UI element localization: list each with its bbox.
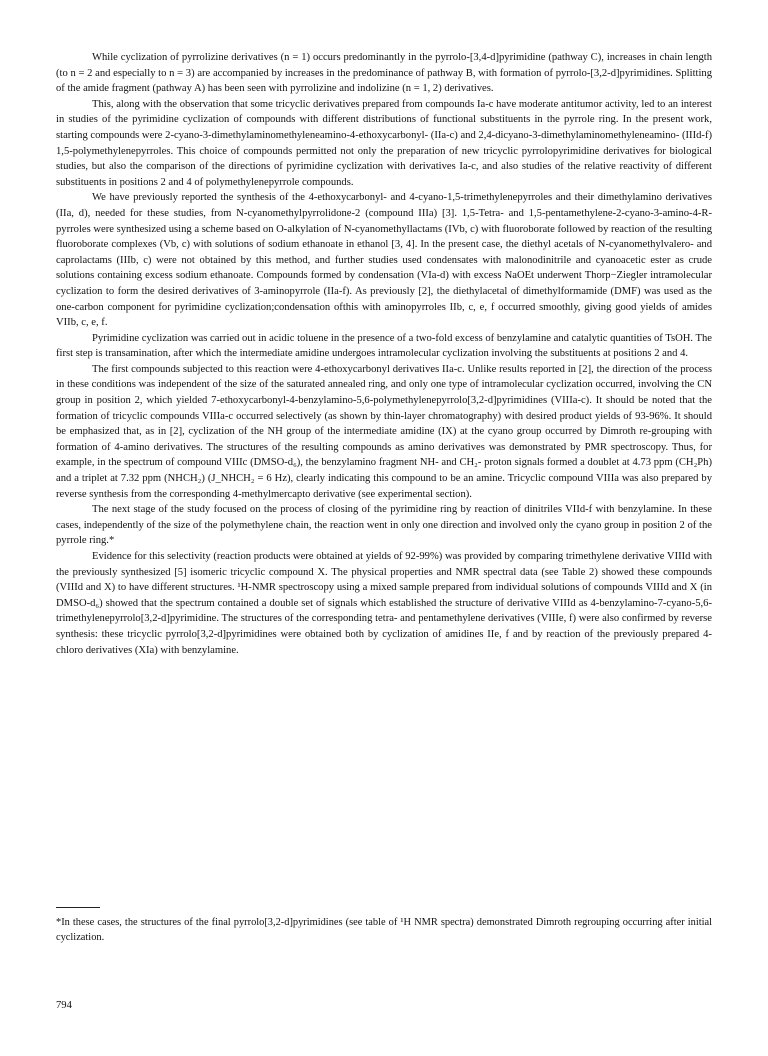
footnote: *In these cases, the structures of the final pyrrolo[3,2-d]pyrimidines (see table of ¹H NMR spectra) demonstrated Dimroth regrouping occurring after initial cyclization. (56, 917, 712, 944)
body-paragraph-5: The first compounds subjected to this reaction were 4-ethoxycarbonyl derivatives IIa-c. Unlike results reported in [2], the direction of the process in these conditions was independent of the size of the saturated annealed ring, and only one type of intramolecular cyclization occurred, involving the CN group in position 2, which yielded 7-ethoxycarbonyl-4-benzylamino-5,6-polymethylenepyrrolo[3,2-d]pyrimidines (VIIIa-c). It should be noted that the formation of tricyclic compounds VIIIa-c occurred selectively (as shown by thin-layer chromatography) with desired product yields of 93-96%. It should be emphasized that, as in [2], cyclization of the NH group of the intermediate amidine (IX) at the cyano group occurred by Dimroth re-grouping with formation of 4-amino derivatives. The structures of the resulting compounds as amino derivatives was demonstrated by PMR spectroscopy. Thus, for example, in the spectrum of compound VIIIc (DMSO-d₆), the benzylamino fragment NH- and CH₂- proton signals formed a doublet at 4.73 ppm (CH₂Ph) and a triplet at 7.32 ppm (NHCH₂) (J_NHCH₂ = 6 Hz), clearly indicating this compound to be an amine. Tricyclic compound VIIIa was also prepared by reverse synthesis from the corresponding 4-methylmercapto derivative (see experimental section). (56, 363, 712, 500)
body-paragraph-2: This, along with the observation that some tricyclic derivatives prepared from compounds Ia-c have moderate antitumor activity, led to an interest in studies of the pyrimidine cyclization of compounds with different distributions of functional substituents in the pyrrole ring. In the present work, starting compounds were 2-cyano-3-dimethylaminomethyleneamino-4-ethoxycarbonyl- (IIa-c) and 2,4-dicyano-3-dimethylaminomethyleneamino- (IIId-f) 1,5-polymethylenepyrroles. This choice of compounds permitted not only the preparation of new tricyclic pyrrolopyrimidine derivatives for biological studies, but also the comparison of the directions of pyrimidine cyclization with derivatives Ia-c, and also studies of the relative reactivity of different substituents in positions 2 and 4 of polymethylenepyrrole compounds. (56, 98, 712, 188)
page-number: 794 (56, 1000, 72, 1011)
body-paragraph-4: Pyrimidine cyclization was carried out in acidic toluene in the presence of a two-fold excess of benzylamine and catalytic quantities of TsOH. The first step is transamination, after which the intermediate amidine undergoes intramolecular cyclization involving the substituents at positions 2 and 4. (56, 332, 712, 360)
body-paragraph-7: Evidence for this selectivity (reaction products were obtained at yields of 92-99%) was provided by comparing trimethylene derivative VIIId with the previously synthesized [5] isomeric tricyclic compound X. The physical properties and NMR spectral data (see Table 2) showed these compounds (VIIId and X) to have different structures. ¹H-NMR spectroscopy using a mixed sample prepared from individual solutions of compounds VIIId and X (in DMSO-d₆) showed that the spectrum contained a double set of signals which established the structure of derivative VIIId as 4-benzylamino-7-cyano-5,6-trimethylenepyrrolo[3,2-d]pyrimidine. The structures of the corresponding tetra- and pentamethylene derivatives (VIIIe, f) were also confirmed by reverse synthesis: these tricyclic pyrrolo[3,2-d]pyrimidines were obtained both by cyclization of amidines IIe, f and by reaction of the previously prepared 4-chloro derivatives (XIa) with benzylamine. (56, 551, 712, 656)
body-paragraph-6: The next stage of the study focused on the process of closing of the pyrimidine ring by reaction of dinitriles VIId-f with benzylamine. In these cases, independently of the size of the polymethylene chain, the reaction went in only one direction and involved only the cyano group in position 2 of the pyrrole ring.* (56, 504, 712, 547)
body-paragraph-3: We have previously reported the synthesis of the 4-ethoxycarbonyl- and 4-cyano-1,5-trimethylenepyrroles and their dimethylamino derivatives (IIa, d), needed for these studies, from N-cyanomethylpyrrolidone-2 (compound IIIa) [3]. 1,5-Tetra- and 1,5-pentamethylene-2-cyano-3-amino-4-R-pyrroles were synthesized using a scheme based on O-alkylation of N-cyanomethyllactams (IVb, c) with fluoroborate followed by reaction of the resulting fluoroborate complexes (Vb, c) with solutions of sodium ethanoate in ethanol [3, 4]. In the present case, the diethyl acetals of N-cyanomethylvalero- and caprolactams (IIIb, c) were not obtained by this method, and further studies used condensates with malonodinitrile and cyanoacetic ester as crude solutions containing excess sodium ethanoate. Compounds formed by condensation (VIa-d) with excess NaOEt underwent Thorp−Ziegler intramolecular cyclization to form the desired derivatives of 3-aminopyrrole (IIa-f). As previously [2], the diethylacetal of dimethylformamide (DMF) was used as the one-carbon component for pyrimidine cyclization;condensation ofthis with aminopyrroles IIb, c, e, f occurred smoothly, giving good yields of amides VIIb, c, e, f. (56, 192, 712, 329)
footnote-divider (56, 907, 100, 908)
body-paragraph-1: While cyclization of pyrrolizine derivatives (n = 1) occurs predominantly in the pyrrolo-[3,4-d]pyrimidine (pathway C), increases in chain length (to n = 2 and especially to n = 3) are accompanied by increases in the predominance of pathway B, with formation of pyrrolo-[3,2-d]pyrimidines. Splitting of the amide fragment (pathway A) has been seen with pyrrolizine and indolizine (n = 1, 2) derivatives. (56, 52, 712, 95)
